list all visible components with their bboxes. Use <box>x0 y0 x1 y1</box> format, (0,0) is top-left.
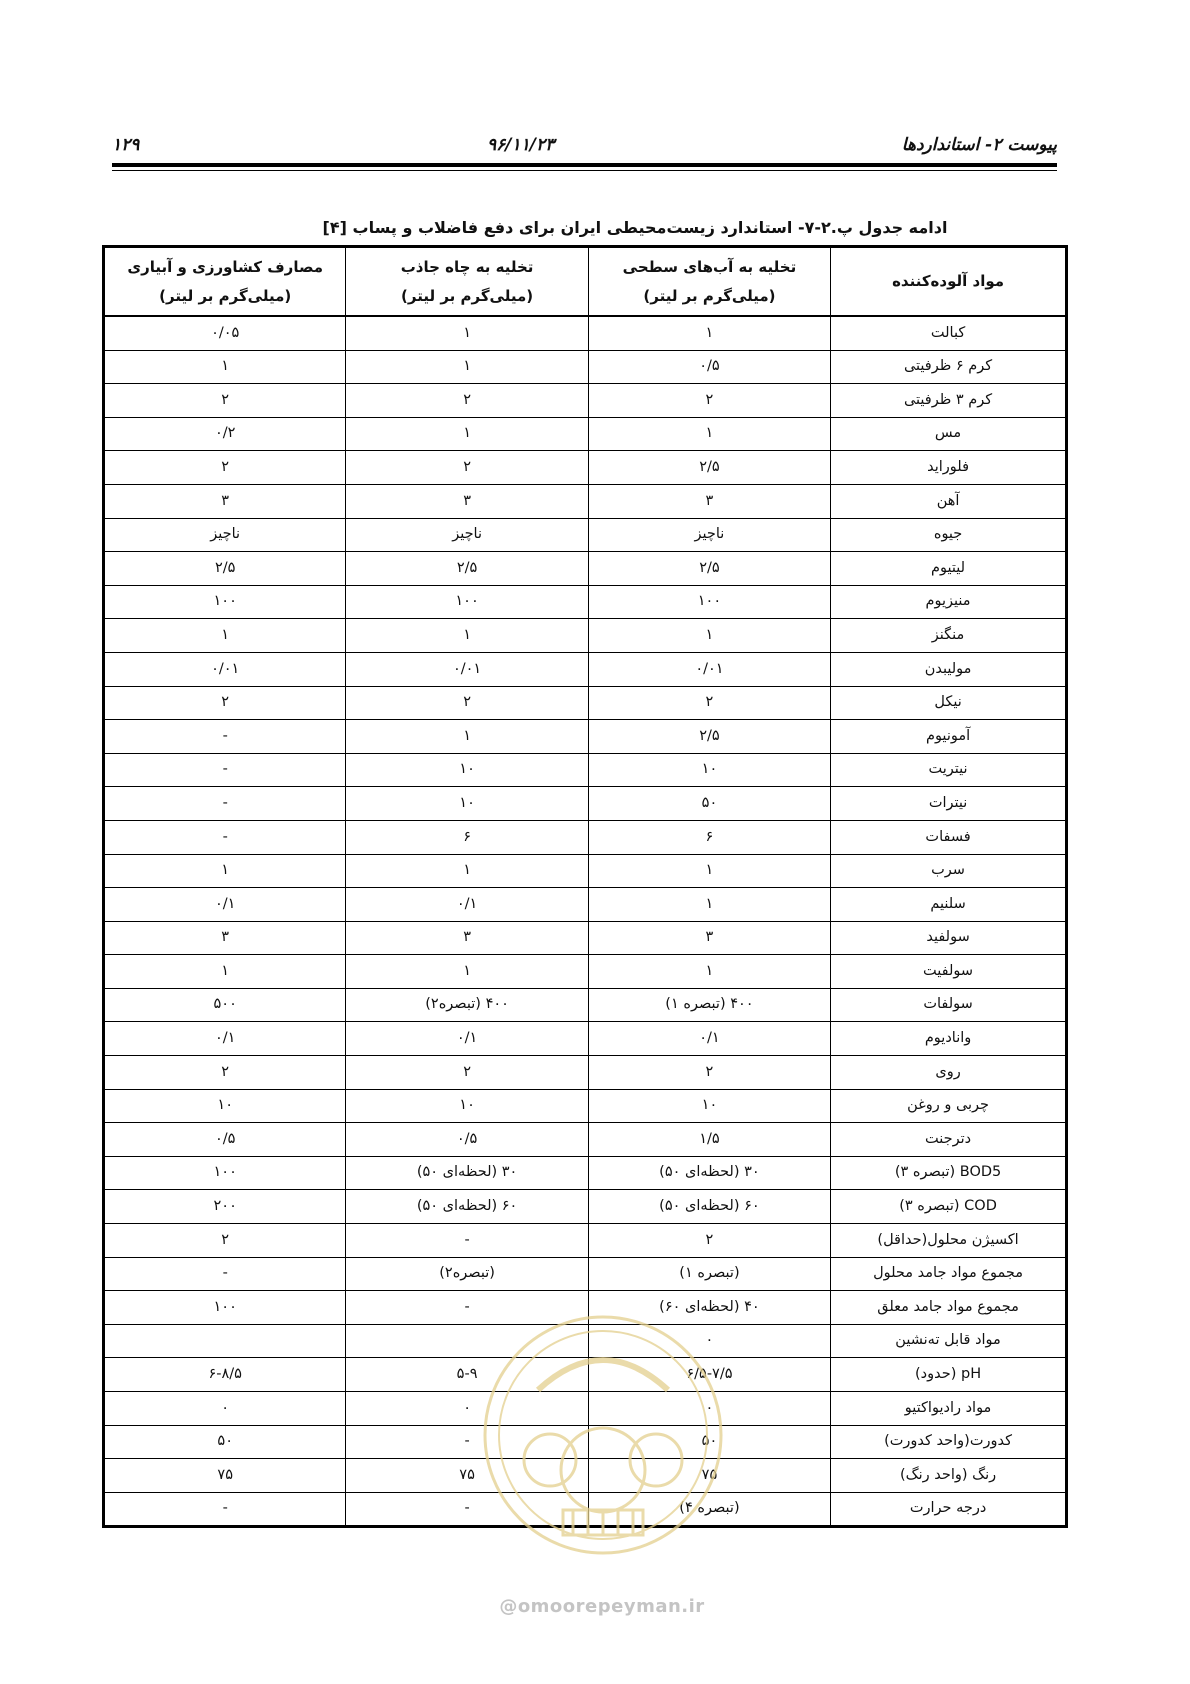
cell-surface-water: ۲/۵ <box>588 451 830 485</box>
cell-surface-water: ۶/۵-۷/۵ <box>588 1358 830 1392</box>
cell-absorbing-well: ۳ <box>346 921 588 955</box>
at-icon: @ <box>499 1596 518 1617</box>
table-row <box>104 1056 1067 1090</box>
table-row <box>104 552 1067 586</box>
cell-pollutant: جیوه <box>831 518 1067 552</box>
header-rule-thin <box>112 170 1057 171</box>
cell-pollutant: مواد قابل ته‌نشین <box>831 1324 1067 1358</box>
cell-surface-water: ۳۰ (لحظه‌ای ۵۰) <box>588 1156 830 1190</box>
cell-surface-water: ۰/۱ <box>588 1022 830 1056</box>
cell-agriculture: - <box>104 820 346 854</box>
cell-agriculture: ۰ <box>104 1392 346 1426</box>
cell-pollutant: نیتریت <box>831 753 1067 787</box>
header-title: مواد آلوده‌کننده <box>892 272 1005 291</box>
table-row <box>104 921 1067 955</box>
cell-absorbing-well: ۳ <box>346 484 588 518</box>
cell-surface-water: ۲/۵ <box>588 552 830 586</box>
cell-agriculture: ۳ <box>104 484 346 518</box>
table-row <box>104 384 1067 418</box>
cell-surface-water: ۴۰۰ (تبصره ۱) <box>588 988 830 1022</box>
cell-absorbing-well: ۷۵ <box>346 1459 588 1493</box>
cell-surface-water: ۴۰ (لحظه‌ای ۶۰) <box>588 1291 830 1325</box>
table-row <box>104 854 1067 888</box>
cell-surface-water: ۳ <box>588 921 830 955</box>
cell-pollutant: اکسیژن محلول(حداقل) <box>831 1224 1067 1258</box>
cell-surface-water: (تبصره ۱) <box>588 1257 830 1291</box>
cell-agriculture: ۱۰۰ <box>104 1156 346 1190</box>
cell-agriculture: ۲ <box>104 451 346 485</box>
cell-surface-water: ۰ <box>588 1324 830 1358</box>
standards-table <box>102 245 1068 1528</box>
header-unit: (میلی‌گرم بر لیتر) <box>643 286 776 305</box>
cell-surface-water: ۲ <box>588 1056 830 1090</box>
cell-absorbing-well: ۲ <box>346 686 588 720</box>
cell-agriculture: ۲/۵ <box>104 552 346 586</box>
cell-agriculture: ۲ <box>104 686 346 720</box>
table-row <box>104 955 1067 989</box>
cell-agriculture: ناچیز <box>104 518 346 552</box>
cell-surface-water: ناچیز <box>588 518 830 552</box>
cell-pollutant: منگنز <box>831 619 1067 653</box>
cell-pollutant: سولفیت <box>831 955 1067 989</box>
cell-surface-water: ۶۰ (لحظه‌ای ۵۰) <box>588 1190 830 1224</box>
cell-pollutant: کرم ۶ ظرفیتی <box>831 350 1067 384</box>
cell-agriculture: ۱ <box>104 619 346 653</box>
cell-agriculture: ۲۰۰ <box>104 1190 346 1224</box>
header-title: تخلیه به چاه جاذب <box>400 258 534 276</box>
cell-pollutant: BOD5 (تبصره ۳) <box>831 1156 1067 1190</box>
cell-absorbing-well: ۱ <box>346 854 588 888</box>
header-agriculture <box>104 247 346 317</box>
cell-pollutant: کدورت(واحد کدورت) <box>831 1425 1067 1459</box>
table-header-row <box>104 247 1067 317</box>
cell-agriculture: ۱۰ <box>104 1089 346 1123</box>
table-row <box>104 316 1067 350</box>
cell-pollutant: مولیبدن <box>831 652 1067 686</box>
cell-agriculture: ۰/۰۱ <box>104 652 346 686</box>
table-row <box>104 888 1067 922</box>
cell-absorbing-well: ۱۰۰ <box>346 585 588 619</box>
page-header <box>112 130 1057 160</box>
table-row <box>104 1459 1067 1493</box>
cell-pollutant: دترجنت <box>831 1123 1067 1157</box>
cell-agriculture: ۳ <box>104 921 346 955</box>
cell-agriculture: ۵۰ <box>104 1425 346 1459</box>
header-title: تخلیه به آب‌های سطحی <box>622 258 797 276</box>
table-caption: ادامه جدول پ.۲-۷- استاندارد زیست‌محیطی ایران برای دفع فاضلاب و پساب [۴] <box>322 218 948 237</box>
cell-surface-water: ۱۰۰ <box>588 585 830 619</box>
header-unit: (میلی‌گرم بر لیتر) <box>159 286 292 305</box>
cell-pollutant: رنگ (واحد رنگ) <box>831 1459 1067 1493</box>
header-surface-water <box>588 247 830 317</box>
header-pollutant <box>831 247 1067 317</box>
cell-absorbing-well: ۱۰ <box>346 753 588 787</box>
cell-surface-water: ۱ <box>588 417 830 451</box>
cell-pollutant: نیترات <box>831 787 1067 821</box>
cell-pollutant: سرب <box>831 854 1067 888</box>
cell-surface-water: ۲ <box>588 1224 830 1258</box>
cell-surface-water: ۳ <box>588 484 830 518</box>
section-title: پیوست ۲- استانداردها <box>901 135 1057 155</box>
cell-agriculture <box>104 1324 346 1358</box>
cell-absorbing-well: ۶ <box>346 820 588 854</box>
cell-surface-water: ۱/۵ <box>588 1123 830 1157</box>
cell-surface-water: ۰/۵ <box>588 350 830 384</box>
table-row <box>104 1123 1067 1157</box>
table-row <box>104 652 1067 686</box>
table-row <box>104 753 1067 787</box>
cell-agriculture: ۷۵ <box>104 1459 346 1493</box>
page-number: ۱۲۹ <box>112 135 140 155</box>
cell-pollutant: درجه حرارت <box>831 1492 1067 1527</box>
cell-agriculture: ۲ <box>104 384 346 418</box>
table-row <box>104 720 1067 754</box>
table-row <box>104 686 1067 720</box>
table-row <box>104 988 1067 1022</box>
cell-pollutant: COD (تبصره ۳) <box>831 1190 1067 1224</box>
cell-surface-water: ۰/۰۱ <box>588 652 830 686</box>
cell-absorbing-well: ۰ <box>346 1392 588 1426</box>
cell-absorbing-well: - <box>346 1492 588 1527</box>
cell-agriculture: ۰/۲ <box>104 417 346 451</box>
table-row <box>104 1425 1067 1459</box>
cell-absorbing-well: ۱۰ <box>346 1089 588 1123</box>
cell-agriculture: ۰/۱ <box>104 888 346 922</box>
cell-surface-water: ۶ <box>588 820 830 854</box>
cell-absorbing-well: ۴۰۰ (تبصره۲) <box>346 988 588 1022</box>
cell-surface-water: ۱ <box>588 888 830 922</box>
watermark-url-text: omoorepeyman.ir <box>517 1596 705 1617</box>
cell-surface-water: ۷۵ <box>588 1459 830 1493</box>
cell-agriculture: ۲ <box>104 1224 346 1258</box>
table-row <box>104 619 1067 653</box>
cell-agriculture: ۱ <box>104 854 346 888</box>
watermark-url <box>482 1596 722 1617</box>
cell-absorbing-well: ۲ <box>346 384 588 418</box>
cell-pollutant: منیزیوم <box>831 585 1067 619</box>
cell-surface-water: ۱۰ <box>588 1089 830 1123</box>
cell-absorbing-well: ۱۰ <box>346 787 588 821</box>
table-row <box>104 451 1067 485</box>
table-row <box>104 1324 1067 1358</box>
cell-agriculture: ۰/۱ <box>104 1022 346 1056</box>
table-row <box>104 350 1067 384</box>
cell-surface-water: ۲/۵ <box>588 720 830 754</box>
table-row <box>104 585 1067 619</box>
table-row <box>104 1022 1067 1056</box>
cell-agriculture: ۱ <box>104 955 346 989</box>
cell-absorbing-well: ۳۰ (لحظه‌ای ۵۰) <box>346 1156 588 1190</box>
cell-absorbing-well: ۱ <box>346 417 588 451</box>
cell-pollutant: فسفات <box>831 820 1067 854</box>
cell-pollutant: وانادیوم <box>831 1022 1067 1056</box>
cell-absorbing-well: - <box>346 1224 588 1258</box>
cell-absorbing-well: ۱ <box>346 619 588 653</box>
table-row <box>104 484 1067 518</box>
cell-surface-water: (تبصره ۴) <box>588 1492 830 1527</box>
cell-absorbing-well: ۲/۵ <box>346 552 588 586</box>
cell-absorbing-well: ۱ <box>346 720 588 754</box>
cell-pollutant: آمونیوم <box>831 720 1067 754</box>
cell-pollutant: سلنیم <box>831 888 1067 922</box>
cell-agriculture: - <box>104 1257 346 1291</box>
cell-pollutant: سولفات <box>831 988 1067 1022</box>
cell-absorbing-well: ۵-۹ <box>346 1358 588 1392</box>
cell-absorbing-well: ۰/۵ <box>346 1123 588 1157</box>
cell-absorbing-well: ۱ <box>346 316 588 350</box>
cell-agriculture: ۱۰۰ <box>104 1291 346 1325</box>
table-row <box>104 787 1067 821</box>
cell-absorbing-well: ۰/۱ <box>346 888 588 922</box>
cell-surface-water: ۰ <box>588 1392 830 1426</box>
cell-absorbing-well: ۲ <box>346 451 588 485</box>
cell-pollutant: نیکل <box>831 686 1067 720</box>
cell-absorbing-well: ۲ <box>346 1056 588 1090</box>
table-row <box>104 1492 1067 1527</box>
cell-pollutant: کرم ۳ ظرفیتی <box>831 384 1067 418</box>
cell-agriculture: ۶-۸/۵ <box>104 1358 346 1392</box>
cell-pollutant: آهن <box>831 484 1067 518</box>
cell-agriculture: - <box>104 753 346 787</box>
cell-pollutant: مجموع مواد جامد معلق <box>831 1291 1067 1325</box>
cell-agriculture: - <box>104 787 346 821</box>
table-row <box>104 1224 1067 1258</box>
cell-pollutant: کبالت <box>831 316 1067 350</box>
table-row <box>104 1089 1067 1123</box>
cell-pollutant: سولفید <box>831 921 1067 955</box>
header-unit: (میلی‌گرم بر لیتر) <box>401 286 534 305</box>
table-row <box>104 518 1067 552</box>
cell-absorbing-well: ۶۰ (لحظه‌ای ۵۰) <box>346 1190 588 1224</box>
cell-absorbing-well: - <box>346 1425 588 1459</box>
table-row <box>104 1257 1067 1291</box>
cell-surface-water: ۱ <box>588 316 830 350</box>
cell-surface-water: ۱ <box>588 619 830 653</box>
cell-absorbing-well: ناچیز <box>346 518 588 552</box>
header-absorbing-well <box>346 247 588 317</box>
cell-pollutant: روی <box>831 1056 1067 1090</box>
cell-surface-water: ۵۰ <box>588 1425 830 1459</box>
cell-agriculture: ۲ <box>104 1056 346 1090</box>
cell-absorbing-well: ۱ <box>346 955 588 989</box>
cell-pollutant: فلوراید <box>831 451 1067 485</box>
cell-agriculture: - <box>104 1492 346 1527</box>
cell-agriculture: ۱۰۰ <box>104 585 346 619</box>
cell-pollutant: pH (حدود) <box>831 1358 1067 1392</box>
table-row <box>104 820 1067 854</box>
cell-surface-water: ۲ <box>588 384 830 418</box>
cell-absorbing-well: ۰/۱ <box>346 1022 588 1056</box>
cell-pollutant: لیتیوم <box>831 552 1067 586</box>
cell-surface-water: ۱ <box>588 955 830 989</box>
cell-absorbing-well: - <box>346 1291 588 1325</box>
cell-agriculture: ۰/۰۵ <box>104 316 346 350</box>
cell-pollutant: مواد رادیواکتیو <box>831 1392 1067 1426</box>
cell-surface-water: ۱ <box>588 854 830 888</box>
cell-surface-water: ۲ <box>588 686 830 720</box>
header-date: ۹۶/۱۱/۲۳ <box>487 135 555 155</box>
table-row <box>104 1190 1067 1224</box>
cell-pollutant: مجموع مواد جامد محلول <box>831 1257 1067 1291</box>
header-rule <box>112 163 1057 167</box>
cell-surface-water: ۱۰ <box>588 753 830 787</box>
cell-pollutant: مس <box>831 417 1067 451</box>
cell-agriculture: ۵۰۰ <box>104 988 346 1022</box>
cell-agriculture: ۱ <box>104 350 346 384</box>
header-title: مصارف کشاورزی و آبیاری <box>127 258 324 276</box>
cell-pollutant: چربی و روغن <box>831 1089 1067 1123</box>
table-row <box>104 1291 1067 1325</box>
cell-absorbing-well: (تبصره۲) <box>346 1257 588 1291</box>
table-row <box>104 1392 1067 1426</box>
table-row <box>104 417 1067 451</box>
table-row <box>104 1156 1067 1190</box>
table-body <box>104 316 1067 1527</box>
table-row <box>104 1358 1067 1392</box>
cell-agriculture: - <box>104 720 346 754</box>
cell-absorbing-well <box>346 1324 588 1358</box>
cell-absorbing-well: ۰/۰۱ <box>346 652 588 686</box>
cell-absorbing-well: ۱ <box>346 350 588 384</box>
cell-surface-water: ۵۰ <box>588 787 830 821</box>
cell-agriculture: ۰/۵ <box>104 1123 346 1157</box>
